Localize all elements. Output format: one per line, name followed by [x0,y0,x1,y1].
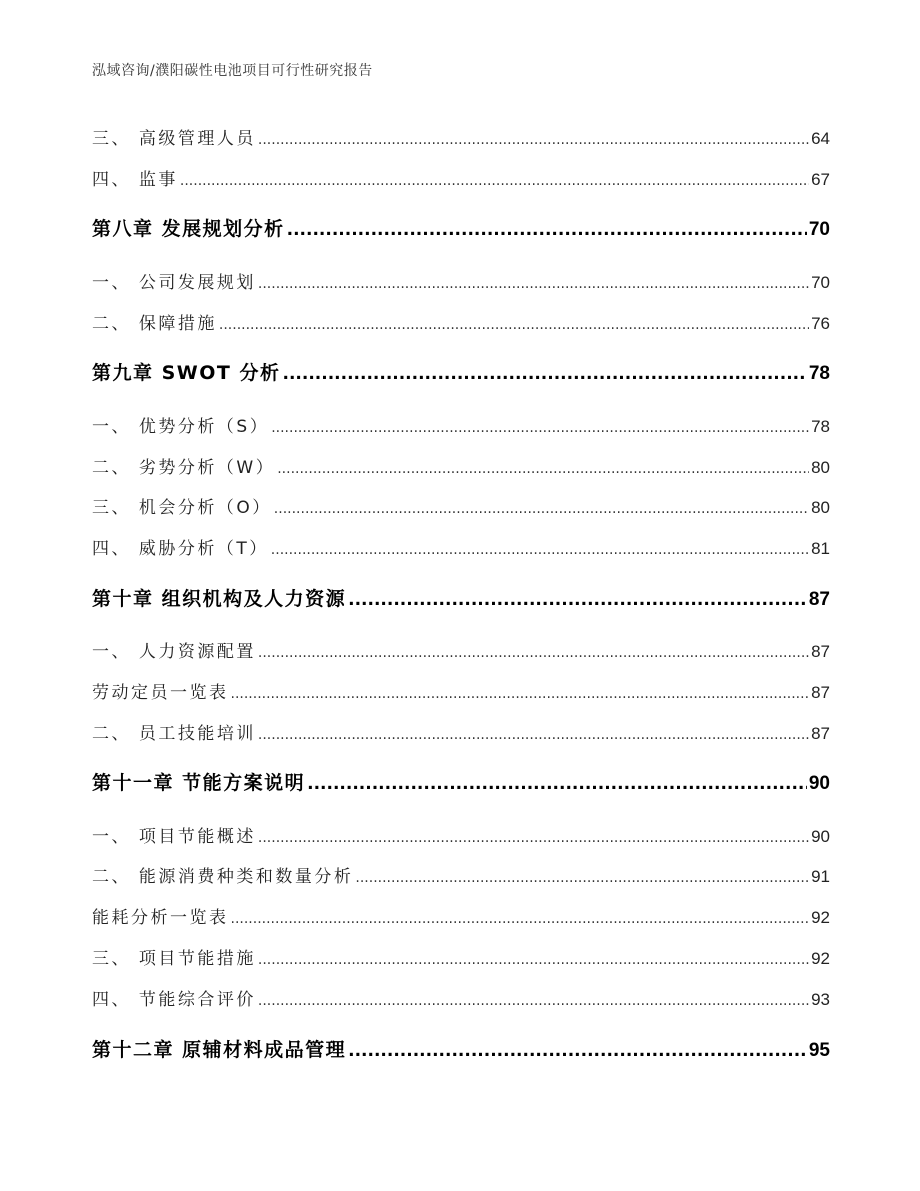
toc-page-number: 90 [811,827,830,846]
dot-leader [271,420,809,436]
toc-entry-title: 三、 高级管理人员 [92,129,256,149]
dot-leader [355,870,809,886]
toc-entry-hr-allocation[interactable] [92,637,830,662]
toc-entry-energy-overview[interactable] [92,822,830,847]
toc-page-number: 92 [811,908,830,927]
toc-chapter-title: 第十章 组织机构及人力资源 [92,588,347,610]
toc-page-number: 95 [808,1040,830,1061]
toc-entry-title: 一、 项目节能概述 [92,827,256,847]
toc-page-number: 92 [811,949,830,968]
toc-entry-skills-training[interactable] [92,719,830,744]
toc-page-number: 64 [811,129,830,148]
toc-entry-title: 一、 人力资源配置 [92,642,256,662]
toc-page-number: 81 [811,539,830,558]
toc-entry-title: 二、 保障措施 [92,314,217,334]
toc-entry-opportunities[interactable] [92,493,830,518]
toc-entry-senior-management[interactable] [92,124,830,149]
toc-page-number: 70 [808,219,830,240]
dot-leader [277,461,809,477]
toc-entry-title: 二、 员工技能培训 [92,724,256,744]
toc-chapter-8[interactable] [92,214,830,241]
toc-chapter-9[interactable] [92,358,830,385]
dot-leader [258,727,809,743]
toc-page-number: 67 [811,170,830,189]
toc-entry-title: 三、 项目节能措施 [92,949,256,969]
toc-entry-energy-table[interactable] [92,903,830,928]
dot-leader [219,317,809,333]
toc-entry-title: 三、 机会分析（O） [92,498,272,518]
toc-entry-energy-evaluation[interactable] [92,985,830,1010]
toc-entry-safeguards[interactable] [92,309,830,334]
dot-leader [271,542,809,558]
toc-chapter-10[interactable] [92,584,830,611]
toc-entry-title: 二、 劣势分析（W） [92,458,276,478]
dot-leader [258,830,809,846]
toc-chapter-title: 第十一章 节能方案说明 [92,772,306,794]
dot-leader [258,276,809,292]
toc-entry-company-plan[interactable] [92,268,830,293]
toc-entry-strengths[interactable] [92,412,830,437]
toc-chapter-11[interactable] [92,768,830,795]
toc-entry-supervisors[interactable] [92,165,830,190]
toc-chapter-title: 第九章 SWOT 分析 [92,362,281,384]
toc-entry-title: 二、 能源消费种类和数量分析 [92,867,354,887]
toc-entry-title: 四、 监事 [92,170,178,190]
dot-leader [231,911,810,927]
toc-entry-energy-measures[interactable] [92,944,830,969]
dot-leader [307,774,807,794]
toc-page-number: 70 [811,273,830,292]
toc-entry-title: 一、 优势分析（S） [92,417,270,437]
dot-leader [282,364,806,384]
toc-page-number: 90 [808,773,830,794]
toc-page-number: 80 [811,498,830,517]
toc-page-number: 78 [808,363,830,384]
toc-page-number: 87 [808,589,830,610]
dot-leader [180,173,809,189]
toc-chapter-title: 第十二章 原辅材料成品管理 [92,1039,347,1061]
dot-leader [258,993,809,1009]
toc-entry-weaknesses[interactable] [92,453,830,478]
dot-leader [258,952,809,968]
toc-entry-title: 劳动定员一览表 [92,683,229,703]
toc-page-number: 76 [811,314,830,333]
header-divider [90,86,830,87]
dot-leader [348,590,807,610]
toc-entry-energy-consumption[interactable] [92,862,830,887]
dot-leader [287,220,807,240]
toc-page-number: 91 [811,867,830,886]
toc-entry-title: 能耗分析一览表 [92,908,229,928]
toc-page-number: 87 [811,724,830,743]
toc-chapter-12[interactable] [92,1035,830,1062]
toc-page-number: 78 [811,417,830,436]
toc-entry-title: 四、 节能综合评价 [92,990,256,1010]
toc-entry-title: 四、 威胁分析（T） [92,539,269,559]
toc-page-number: 87 [811,683,830,702]
dot-leader [274,501,809,517]
toc-entry-staffing-table[interactable] [92,678,830,703]
dot-leader [348,1041,807,1061]
dot-leader [231,686,810,702]
toc-chapter-title: 第八章 发展规划分析 [92,218,285,240]
running-header: 泓域咨询/濮阳碳性电池项目可行性研究报告 [92,63,373,79]
toc-entry-title: 一、 公司发展规划 [92,273,256,293]
toc-page-number: 80 [811,458,830,477]
dot-leader [258,645,809,661]
toc-page-number: 87 [811,642,830,661]
dot-leader [258,132,809,148]
toc-entry-threats[interactable] [92,534,830,559]
toc-page-number: 93 [811,990,830,1009]
